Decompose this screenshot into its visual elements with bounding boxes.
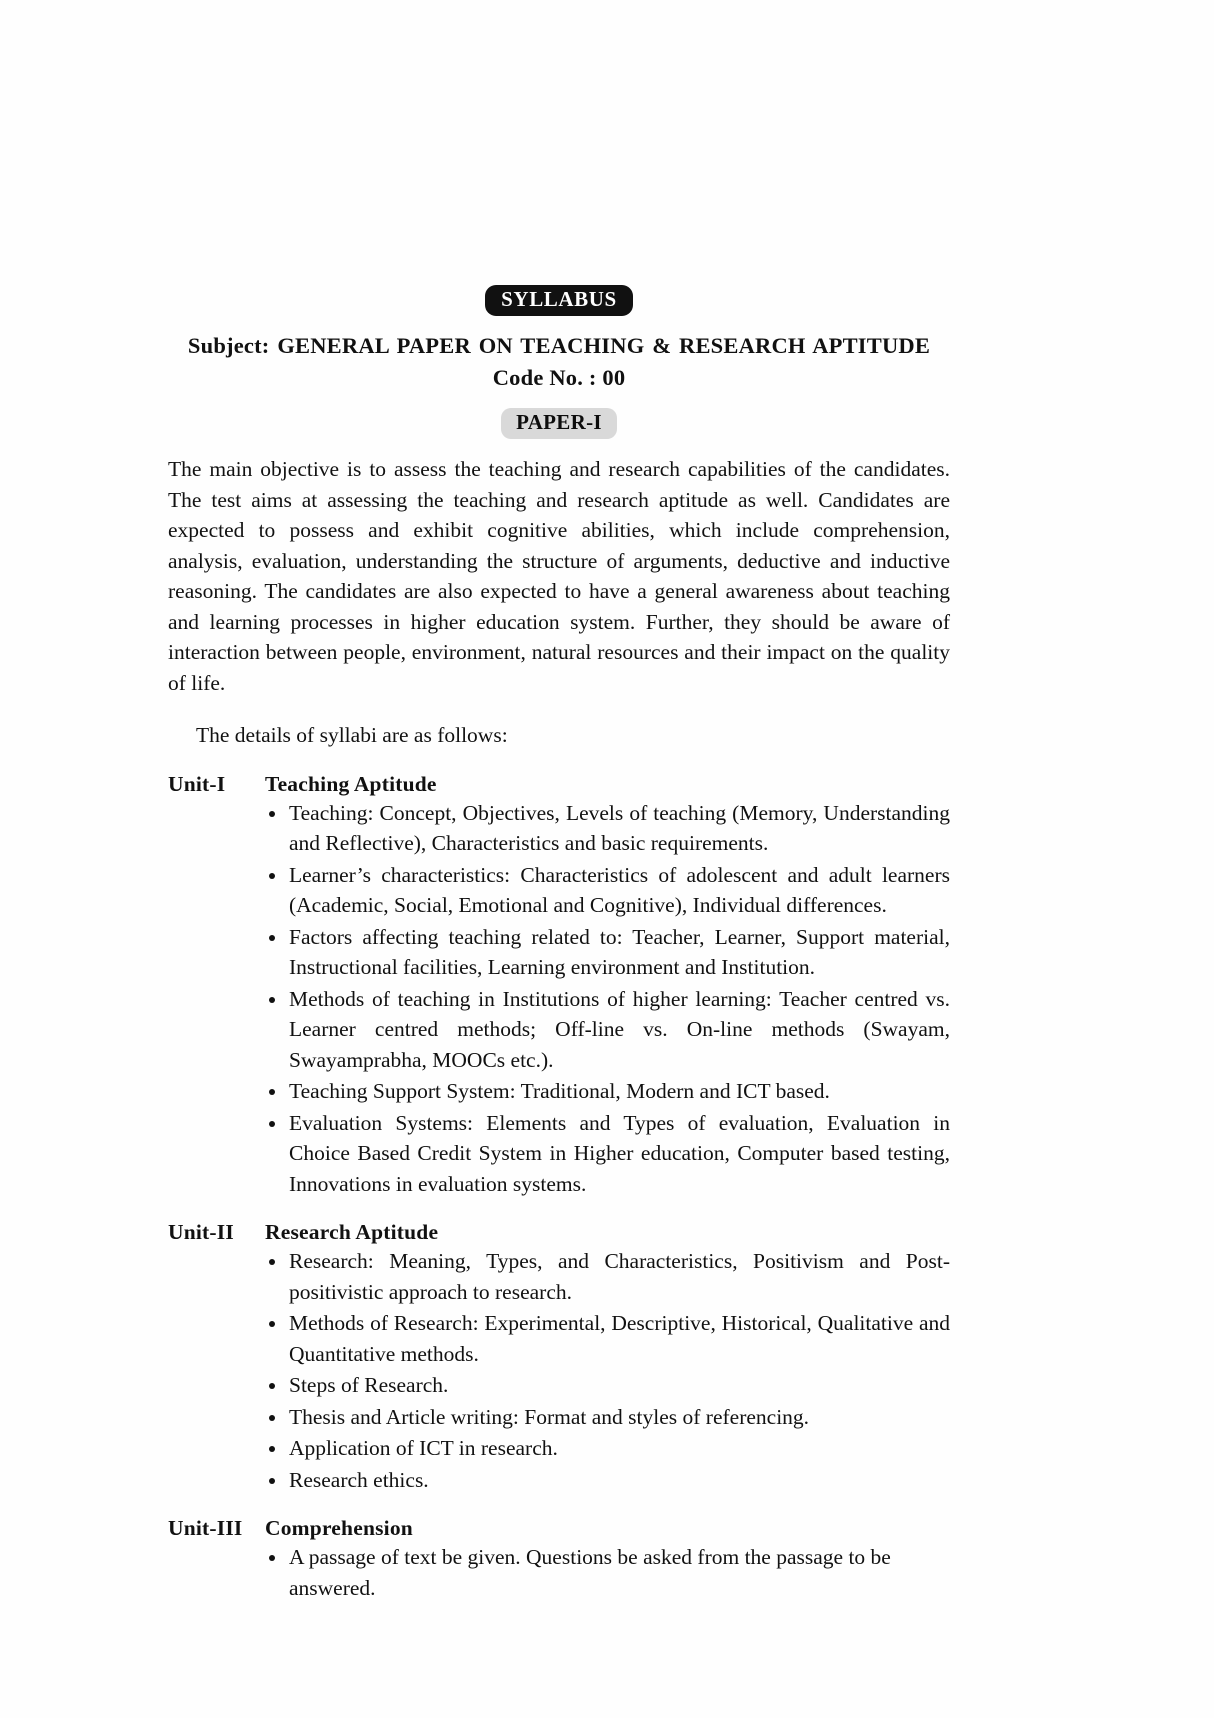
unit-title-1: Teaching Aptitude	[265, 771, 437, 796]
list-item-text: A passage of text be given. Questions be asked from the passage to be answered.	[289, 1545, 891, 1600]
bullet-dot-icon	[269, 1478, 275, 1484]
bullet-dot-icon	[269, 1121, 275, 1127]
list-item-text: Teaching: Concept, Objectives, Levels of teaching (Memory, Understanding and Reflective), Characteristics and basic requirements.	[289, 800, 950, 855]
bullet-dot-icon	[269, 935, 275, 941]
syllabus-badge-row	[168, 285, 950, 316]
unit-header-1	[168, 772, 950, 797]
unit-header-3	[168, 1516, 950, 1541]
list-item	[265, 1402, 950, 1433]
syllabus-badge: SYLLABUS	[485, 285, 633, 316]
list-item	[265, 1370, 950, 1401]
bullet-dot-icon	[269, 1383, 275, 1389]
unit-bullets-1	[265, 798, 950, 1200]
list-item-text: Learner’s characteristics: Characteristics of adolescent and adult learners (Academic, Social, Emotional and Cognitive), Individual differences.	[289, 862, 950, 917]
list-item-text: Methods of Research: Experimental, Descriptive, Historical, Qualitative and Quantitative methods.	[289, 1311, 950, 1366]
list-item	[265, 922, 950, 983]
unit-bullets-2	[265, 1246, 950, 1495]
list-item	[265, 860, 950, 921]
bullet-dot-icon	[269, 873, 275, 879]
bullet-dot-icon	[269, 811, 275, 817]
list-item	[265, 984, 950, 1076]
unit-title-2: Research Aptitude	[265, 1220, 439, 1244]
bullet-dot-icon	[269, 1555, 275, 1561]
list-item	[265, 798, 950, 859]
bullet-dot-icon	[269, 1415, 275, 1421]
paper-badge-row	[168, 408, 950, 439]
list-item-text: Steps of Research.	[289, 1373, 449, 1397]
list-item-text: Research ethics.	[289, 1467, 429, 1492]
list-item	[265, 1076, 950, 1107]
list-item	[265, 1108, 950, 1200]
code-line: Code No. : 00	[492, 365, 626, 390]
list-item	[265, 1542, 950, 1603]
unit-section-1	[168, 772, 950, 1200]
unit-label-2: Unit-II	[168, 1220, 234, 1244]
list-item-text: Evaluation Systems: Elements and Types of evaluation, Evaluation in Choice Based Credit System in Higher education, Computer based testing, Innovations in evaluation systems.	[289, 1110, 950, 1196]
list-item-text: Thesis and Article writing: Format and styles of referencing.	[289, 1404, 810, 1429]
bullet-dot-icon	[269, 997, 275, 1003]
unit-section-3	[168, 1516, 950, 1603]
bullet-dot-icon	[269, 1089, 275, 1095]
list-item	[265, 1308, 950, 1369]
unit-header-2	[168, 1220, 950, 1245]
unit-label-3: Unit-III	[168, 1516, 243, 1540]
unit-title-3: Comprehension	[265, 1516, 413, 1540]
bullet-dot-icon	[269, 1259, 275, 1265]
subject-line: Subject: GENERAL PAPER ON TEACHING & RESEARCH APTITUDE	[187, 333, 931, 358]
unit-section-2	[168, 1220, 950, 1495]
list-item-text: Factors affecting teaching related to: Teacher, Learner, Support material, Instructional facilities, Learning environment and Institution.	[289, 924, 950, 979]
list-item	[265, 1433, 950, 1464]
details-line: The details of syllabi are as follows:	[196, 722, 508, 747]
unit-label-1: Unit-I	[168, 771, 226, 796]
document-content	[168, 285, 950, 1603]
list-item	[265, 1465, 950, 1496]
list-item-text: Methods of teaching in Institutions of higher learning: Teacher centred vs. Learner centred methods; Off-line vs. On-line methods (Swayam, Swayamprabha, MOOCs etc.).	[289, 986, 950, 1072]
intro-paragraph: The main objective is to assess the teaching and research capabilities of the candidates. The test aims at assessing the teaching and research aptitude as well. Candidates are expected to possess and exhibit cognitive abilities, which include comprehension, analysis, evaluation, understanding the structure of arguments, deductive and inductive reasoning. The candidates are also expected to have a general awareness about teaching and learning processes in higher education system. Further, they should be aware of interaction between people, environment, natural resources and their impact on the quality of life.	[168, 457, 950, 695]
bullet-dot-icon	[269, 1321, 275, 1327]
list-item	[265, 1246, 950, 1307]
unit-bullets-3	[265, 1542, 950, 1603]
list-item-text: Research: Meaning, Types, and Characteristics, Positivism and Post- positivistic approach to research.	[289, 1249, 950, 1304]
list-item-text: Teaching Support System: Traditional, Modern and ICT based.	[289, 1079, 830, 1103]
paper-badge: PAPER-I	[501, 408, 617, 439]
list-item-text: Application of ICT in research.	[289, 1436, 558, 1460]
bullet-dot-icon	[269, 1446, 275, 1452]
